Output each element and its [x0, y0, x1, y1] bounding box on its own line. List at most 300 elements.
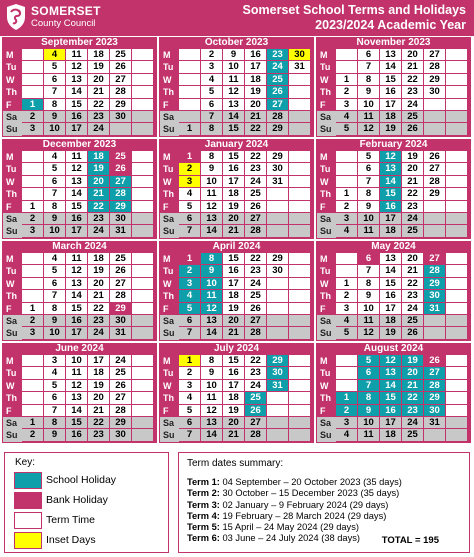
- school-holiday-swatch: [14, 472, 42, 489]
- month-calendar: [159, 241, 314, 341]
- empty-cell: [132, 303, 154, 315]
- day-cell: 15: [66, 201, 88, 213]
- day-cell: 18: [88, 49, 110, 61]
- empty-cell: [336, 355, 358, 367]
- empty-cell: [446, 201, 468, 213]
- day-label: Th: [6, 189, 17, 200]
- day-cell: 17: [88, 355, 110, 367]
- day-cell: 7: [179, 225, 201, 237]
- day-cell: 22: [245, 253, 267, 265]
- day-label: Th: [163, 87, 174, 98]
- day-cell: 18: [88, 151, 110, 163]
- day-cell: 21: [88, 290, 110, 302]
- day-cell: 7: [179, 429, 201, 441]
- empty-cell: [336, 163, 358, 175]
- empty-cell: [446, 99, 468, 111]
- day-label: W: [6, 74, 15, 85]
- day-cell: 1: [22, 99, 44, 111]
- day-label: Su: [3, 327, 22, 339]
- day-cell: 13: [380, 253, 402, 265]
- empty-cell: [446, 392, 468, 404]
- day-cell: 18: [380, 225, 402, 237]
- empty-cell: [132, 327, 154, 339]
- term-list: [187, 477, 402, 545]
- day-cell: 14: [380, 380, 402, 392]
- day-cell: 10: [201, 176, 223, 188]
- day-cell: 16: [223, 265, 245, 277]
- empty-cell: [267, 303, 289, 315]
- empty-cell: [22, 163, 44, 175]
- month-days-grid: [160, 151, 313, 238]
- day-label: Sa: [160, 315, 179, 327]
- day-cell: 3: [179, 380, 201, 392]
- day-label: Tu: [6, 164, 17, 175]
- day-cell: 8: [358, 188, 380, 200]
- day-cell: 16: [380, 405, 402, 417]
- month-calendar: [159, 37, 314, 137]
- empty-cell: [267, 225, 289, 237]
- wyvern-logo-icon: [4, 3, 28, 31]
- day-cell: 18: [380, 429, 402, 441]
- day-cell: 30: [267, 163, 289, 175]
- term-dates: 15 April – 24 May 2024 (29 days): [222, 522, 359, 533]
- empty-cell: [446, 188, 468, 200]
- day-cell: 27: [245, 315, 267, 327]
- day-cell: 17: [66, 123, 88, 135]
- day-cell: 30: [110, 315, 132, 327]
- day-cell: 5: [201, 86, 223, 98]
- term-row: [187, 533, 402, 544]
- bank-holiday-swatch: [14, 492, 42, 509]
- empty-cell: [22, 265, 44, 277]
- empty-cell: [22, 290, 44, 302]
- day-cell: 12: [223, 86, 245, 98]
- day-label: Sa: [317, 417, 336, 429]
- day-cell: 11: [358, 429, 380, 441]
- empty-cell: [132, 123, 154, 135]
- logo-name: SOMERSET: [31, 4, 101, 18]
- day-cell: 28: [424, 176, 446, 188]
- day-cell: 11: [66, 49, 88, 61]
- empty-cell: [289, 265, 311, 277]
- day-cell: 8: [44, 303, 66, 315]
- day-cell: 24: [245, 176, 267, 188]
- term-label: Term 3:: [187, 499, 220, 510]
- empty-cell: [446, 49, 468, 61]
- empty-cell: [267, 327, 289, 339]
- empty-cell: [132, 99, 154, 111]
- day-cell: 10: [358, 417, 380, 429]
- empty-cell: [424, 123, 446, 135]
- day-cell: 17: [66, 327, 88, 339]
- month-name: October 2023: [204, 37, 269, 48]
- empty-cell: [132, 151, 154, 163]
- day-label: Th: [163, 189, 174, 200]
- day-cell: 17: [66, 225, 88, 237]
- empty-cell: [179, 86, 201, 98]
- day-cell: 26: [110, 380, 132, 392]
- day-cell: 19: [402, 355, 424, 367]
- day-cell: 4: [336, 429, 358, 441]
- day-cell: 31: [424, 417, 446, 429]
- month-days-grid: [317, 253, 470, 340]
- day-cell: 29: [110, 417, 132, 429]
- day-cell: 17: [223, 380, 245, 392]
- empty-cell: [446, 278, 468, 290]
- day-cell: 29: [267, 253, 289, 265]
- empty-cell: [22, 405, 44, 417]
- day-cell: 28: [267, 111, 289, 123]
- day-label: Tu: [320, 266, 331, 277]
- day-cell: 22: [245, 355, 267, 367]
- day-cell: 25: [267, 74, 289, 86]
- day-cell: 9: [223, 49, 245, 61]
- day-cell: 16: [66, 315, 88, 327]
- empty-cell: [424, 111, 446, 123]
- day-cell: 10: [201, 380, 223, 392]
- day-cell: 12: [66, 163, 88, 175]
- empty-cell: [179, 99, 201, 111]
- day-label: M: [320, 254, 328, 264]
- day-label: W: [163, 380, 172, 391]
- empty-cell: [289, 123, 311, 135]
- day-cell: 8: [201, 123, 223, 135]
- day-cell: 24: [267, 61, 289, 73]
- empty-cell: [179, 49, 201, 61]
- day-cell: 14: [380, 61, 402, 73]
- empty-cell: [289, 278, 311, 290]
- day-cell: 13: [201, 213, 223, 225]
- month-days-grid: [160, 253, 313, 340]
- day-cell: 17: [380, 99, 402, 111]
- day-label: Sa: [160, 111, 179, 123]
- day-label: Sa: [3, 213, 22, 225]
- day-cell: 22: [88, 201, 110, 213]
- day-cell: 14: [201, 429, 223, 441]
- day-label: Tu: [6, 368, 17, 379]
- day-cell: 9: [44, 213, 66, 225]
- day-cell: 29: [267, 123, 289, 135]
- empty-cell: [446, 74, 468, 86]
- day-cell: 18: [380, 111, 402, 123]
- day-cell: 27: [424, 253, 446, 265]
- day-cell: 29: [424, 74, 446, 86]
- day-cell: 22: [402, 278, 424, 290]
- day-label: F: [320, 201, 326, 212]
- day-cell: 24: [402, 417, 424, 429]
- day-cell: 17: [380, 417, 402, 429]
- empty-cell: [132, 290, 154, 302]
- day-cell: 2: [22, 213, 44, 225]
- day-cell: 1: [22, 417, 44, 429]
- day-label: Sa: [160, 213, 179, 225]
- day-cell: 28: [110, 188, 132, 200]
- month-days-grid: [3, 151, 156, 238]
- month-days-grid: [3, 253, 156, 340]
- empty-cell: [22, 380, 44, 392]
- empty-cell: [289, 315, 311, 327]
- day-cell: 16: [380, 86, 402, 98]
- empty-cell: [132, 86, 154, 98]
- day-cell: 29: [424, 278, 446, 290]
- empty-cell: [424, 201, 446, 213]
- day-cell: 6: [179, 315, 201, 327]
- day-label: F: [6, 303, 12, 314]
- day-cell: 21: [402, 176, 424, 188]
- empty-cell: [267, 417, 289, 429]
- empty-cell: [424, 315, 446, 327]
- empty-cell: [22, 253, 44, 265]
- empty-cell: [446, 380, 468, 392]
- month-name: January 2024: [204, 139, 269, 150]
- day-cell: 13: [380, 163, 402, 175]
- day-cell: 24: [402, 99, 424, 111]
- empty-cell: [446, 61, 468, 73]
- day-cell: 14: [66, 290, 88, 302]
- day-cell: 13: [66, 74, 88, 86]
- day-cell: 9: [358, 86, 380, 98]
- day-label: M: [163, 356, 171, 366]
- day-cell: 23: [88, 315, 110, 327]
- day-cell: 18: [380, 315, 402, 327]
- day-cell: 6: [201, 99, 223, 111]
- day-cell: 23: [88, 429, 110, 441]
- council-logo: [4, 3, 124, 33]
- key-title: Key:: [15, 457, 36, 468]
- empty-cell: [22, 151, 44, 163]
- day-cell: 3: [336, 417, 358, 429]
- day-cell: 24: [110, 355, 132, 367]
- empty-cell: [22, 176, 44, 188]
- day-cell: 5: [336, 123, 358, 135]
- empty-cell: [336, 61, 358, 73]
- day-cell: 22: [402, 188, 424, 200]
- empty-cell: [446, 163, 468, 175]
- day-cell: 10: [44, 123, 66, 135]
- empty-cell: [446, 417, 468, 429]
- day-cell: 25: [245, 290, 267, 302]
- day-label: W: [320, 380, 329, 391]
- day-cell: 5: [44, 61, 66, 73]
- month-calendar: [316, 241, 471, 341]
- day-label: M: [320, 152, 328, 162]
- empty-cell: [132, 405, 154, 417]
- day-cell: 31: [110, 225, 132, 237]
- day-cell: 9: [201, 265, 223, 277]
- day-label: Su: [3, 429, 22, 441]
- day-cell: 10: [358, 303, 380, 315]
- day-cell: 11: [66, 253, 88, 265]
- day-cell: 13: [380, 367, 402, 379]
- day-label: Su: [317, 123, 336, 135]
- empty-cell: [424, 225, 446, 237]
- day-cell: 8: [44, 201, 66, 213]
- term-row: [187, 500, 402, 511]
- day-cell: 6: [44, 176, 66, 188]
- day-cell: 21: [223, 429, 245, 441]
- day-cell: 27: [424, 49, 446, 61]
- day-label: Tu: [163, 266, 174, 277]
- day-cell: 31: [267, 380, 289, 392]
- day-cell: 12: [66, 380, 88, 392]
- day-cell: 28: [245, 327, 267, 339]
- day-cell: 18: [223, 188, 245, 200]
- day-cell: 16: [66, 213, 88, 225]
- day-cell: 29: [424, 392, 446, 404]
- day-cell: 5: [358, 355, 380, 367]
- term-dates: 19 February – 28 March 2024 (29 days): [222, 510, 387, 521]
- term-dates: 30 October – 15 December 2023 (35 days): [222, 488, 400, 499]
- month-name: December 2023: [42, 139, 117, 150]
- month-days-grid: [3, 49, 156, 136]
- day-cell: 15: [223, 355, 245, 367]
- day-cell: 12: [201, 405, 223, 417]
- day-cell: 20: [88, 392, 110, 404]
- day-cell: 7: [44, 405, 66, 417]
- day-cell: 15: [66, 99, 88, 111]
- day-cell: 6: [44, 278, 66, 290]
- total-days: TOTAL = 195: [381, 535, 439, 546]
- day-cell: 23: [245, 163, 267, 175]
- empty-cell: [289, 367, 311, 379]
- day-cell: 7: [358, 61, 380, 73]
- day-label: Th: [320, 291, 331, 302]
- empty-cell: [22, 49, 44, 61]
- day-label: Tu: [163, 62, 174, 73]
- day-cell: 1: [22, 201, 44, 213]
- empty-cell: [22, 392, 44, 404]
- day-cell: 4: [44, 49, 66, 61]
- empty-cell: [132, 225, 154, 237]
- day-cell: 11: [201, 392, 223, 404]
- day-label: W: [6, 380, 15, 391]
- day-cell: 30: [267, 265, 289, 277]
- day-cell: 11: [358, 315, 380, 327]
- day-label: Th: [6, 87, 17, 98]
- day-cell: 8: [201, 355, 223, 367]
- day-cell: 21: [88, 188, 110, 200]
- empty-cell: [336, 380, 358, 392]
- day-cell: 3: [22, 225, 44, 237]
- day-cell: 25: [110, 253, 132, 265]
- day-cell: 4: [44, 151, 66, 163]
- key-item-school-holiday: [14, 472, 164, 489]
- day-label: W: [163, 176, 172, 187]
- day-cell: 15: [66, 417, 88, 429]
- day-cell: 16: [66, 429, 88, 441]
- day-cell: 7: [44, 86, 66, 98]
- day-cell: 9: [358, 405, 380, 417]
- day-label: Sa: [3, 417, 22, 429]
- term-label: Term 5:: [187, 522, 220, 533]
- day-label: Tu: [320, 62, 331, 73]
- day-cell: 2: [22, 315, 44, 327]
- month-days-grid: [160, 355, 313, 442]
- day-label: Su: [317, 225, 336, 237]
- day-cell: 27: [110, 74, 132, 86]
- empty-cell: [267, 213, 289, 225]
- day-label: F: [6, 99, 12, 110]
- day-cell: 5: [179, 405, 201, 417]
- empty-cell: [336, 49, 358, 61]
- day-label: M: [6, 50, 14, 60]
- day-label: Th: [163, 393, 174, 404]
- day-cell: 16: [223, 367, 245, 379]
- empty-cell: [132, 49, 154, 61]
- day-cell: 15: [380, 74, 402, 86]
- day-label: Tu: [6, 62, 17, 73]
- day-cell: 19: [88, 163, 110, 175]
- day-cell: 26: [110, 163, 132, 175]
- empty-cell: [336, 151, 358, 163]
- day-label: F: [320, 303, 326, 314]
- day-cell: 8: [358, 392, 380, 404]
- day-cell: 11: [66, 367, 88, 379]
- day-cell: 11: [223, 74, 245, 86]
- day-cell: 20: [88, 278, 110, 290]
- day-cell: 2: [22, 429, 44, 441]
- day-cell: 23: [402, 201, 424, 213]
- day-cell: 30: [289, 49, 311, 61]
- day-label: M: [163, 152, 171, 162]
- key-label: Bank Holiday: [46, 494, 108, 506]
- day-cell: 30: [424, 405, 446, 417]
- empty-cell: [289, 225, 311, 237]
- day-cell: 23: [402, 290, 424, 302]
- day-cell: 26: [402, 327, 424, 339]
- empty-cell: [424, 99, 446, 111]
- term-row: [187, 522, 402, 533]
- day-label: F: [163, 405, 169, 416]
- day-label: F: [320, 99, 326, 110]
- day-label: W: [320, 74, 329, 85]
- day-cell: 25: [402, 429, 424, 441]
- day-label: M: [6, 152, 14, 162]
- day-cell: 3: [179, 176, 201, 188]
- day-cell: 7: [44, 188, 66, 200]
- day-cell: 25: [110, 49, 132, 61]
- day-cell: 4: [201, 74, 223, 86]
- day-label: F: [163, 303, 169, 314]
- empty-cell: [289, 86, 311, 98]
- day-label: M: [163, 254, 171, 264]
- day-cell: 29: [267, 355, 289, 367]
- day-cell: 25: [245, 392, 267, 404]
- day-cell: 12: [201, 303, 223, 315]
- logo-subtitle: County Council: [31, 18, 96, 29]
- day-label: Sa: [3, 315, 22, 327]
- day-cell: 7: [358, 176, 380, 188]
- day-cell: 31: [424, 303, 446, 315]
- term-time-swatch: [14, 512, 42, 529]
- empty-cell: [267, 405, 289, 417]
- empty-cell: [132, 188, 154, 200]
- day-cell: 1: [336, 188, 358, 200]
- day-cell: 21: [245, 111, 267, 123]
- day-cell: 27: [424, 367, 446, 379]
- empty-cell: [446, 213, 468, 225]
- empty-cell: [132, 355, 154, 367]
- empty-cell: [289, 392, 311, 404]
- day-cell: 15: [380, 188, 402, 200]
- day-cell: 5: [179, 303, 201, 315]
- day-cell: 9: [44, 429, 66, 441]
- month-calendar: [2, 241, 157, 341]
- day-cell: 26: [245, 201, 267, 213]
- month-name: February 2024: [359, 139, 428, 150]
- key-label: Inset Days: [46, 534, 96, 546]
- empty-cell: [289, 380, 311, 392]
